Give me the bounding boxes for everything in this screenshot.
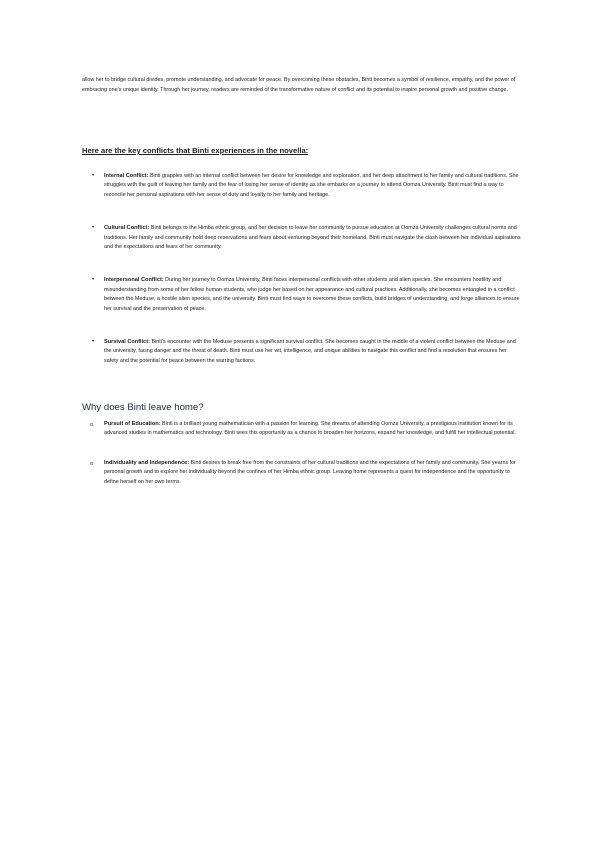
key-conflicts-heading: Here are the key conflicts that Binti experiences in the novella: (82, 146, 309, 155)
bullet-icon: • (92, 339, 95, 346)
key-conflicts-list (82, 172, 522, 366)
list-item-text (104, 420, 522, 439)
circle-bullet-icon: o (90, 460, 94, 467)
conflict-term: Internal Conflict: (104, 173, 149, 179)
conflict-term: Cultural Conflict: (104, 225, 150, 232)
bullet-icon: • (92, 225, 95, 232)
list-item-text (104, 172, 522, 200)
list-item-text (104, 276, 522, 314)
why-leave-list (82, 420, 522, 487)
intro-paragraph: allow her to bridge cultural divides, promote understanding, and advocate for peace. By overcoming these obstacles, Binti becomes a symbol of resilience, empathy, and the power of embracing one's unique identity. Through her journey, readers are reminded of the transformative nature of conflict and its potential to inspire personal growth and positive change. (82, 77, 516, 94)
list-item (82, 224, 522, 252)
reason-term: Pursuit of Education: (104, 421, 161, 427)
conflict-term: Survival Conflict: (104, 339, 151, 346)
reason-description: Binti desires to break free from the constraints of her cultural traditions and the expectations of her family and community. She yearns for personal growth and to explore her individuality beyond the confines of her Himba ethnic group. Leaving home represents a quest for independence and the opportunity to define herself on her own terms. (104, 459, 516, 485)
list-item-text (104, 224, 522, 252)
conflict-description: Binti belongs to the Himba ethnic group, and her decision to leave her community to pursue education at Oomza University challenges cultural norms and traditions. Her family and community hold deep reservations and fears about venturing beyond their homeland. Binti must navigate the clash between her individual aspirations and the expectations and fears of her community. (104, 225, 521, 251)
conflict-description: During her journey to Oomza University, Binti faces interpersonal conflicts with other students and alien species. She encounters hostility and misunderstanding from some of her fellow human students, who judge her based on her appearance and cultural practices. Additionally, she becomes entangled in a conflict between the Meduse, a hostile alien species, and the university. Binti must find ways to overcome these conflicts, build bridges of understanding, and forge alliances to ensure her survival and the preservation of peace. (104, 277, 520, 312)
list-item (82, 459, 522, 487)
reason-term: Individuality and Independence: (104, 459, 190, 466)
list-item (82, 420, 522, 439)
conflict-description: Binti's encounter with the Meduse presents a significant survival conflict. She becomes caught in the middle of a violent conflict between the Meduse and the university, facing danger and the threat of death. Binti must use her wit, intelligence, and unique abilities to navigate this conflict and find a resolution that ensures her safety and the potential for peace between the warring factions. (104, 339, 516, 364)
list-item (82, 172, 522, 200)
list-item-text (104, 338, 522, 366)
why-leave-heading: Why does Binti leave home? (82, 402, 204, 413)
conflict-description: Binti grapples with an internal conflict between her desire for knowledge and exploration, and her deep attachment to her family and cultural traditions. She struggles with the guilt of leaving her family and the fear of losing her sense of identity as she embarks on a journey to attend Oomza University. Binti must find a way to reconcile her personal aspirations with her sense of duty and loyalty to her family and heritage. (104, 173, 519, 198)
circle-bullet-icon: o (90, 422, 94, 428)
list-item-text (104, 459, 522, 487)
conflict-term: Interpersonal Conflict: (104, 277, 164, 284)
reason-description: Binti is a brilliant young mathematician with a passion for learning. She dreams of attending Oomza University, a prestigious institution known for its advanced studies in mathematics and technology. Binti sees this opportunity as a chance to broaden her horizons, expand her knowledge, and fulfill her intellectual potential. (104, 421, 516, 437)
bullet-icon: • (92, 277, 95, 284)
bullet-icon: • (92, 173, 95, 179)
list-item (82, 338, 522, 366)
list-item (82, 276, 522, 314)
